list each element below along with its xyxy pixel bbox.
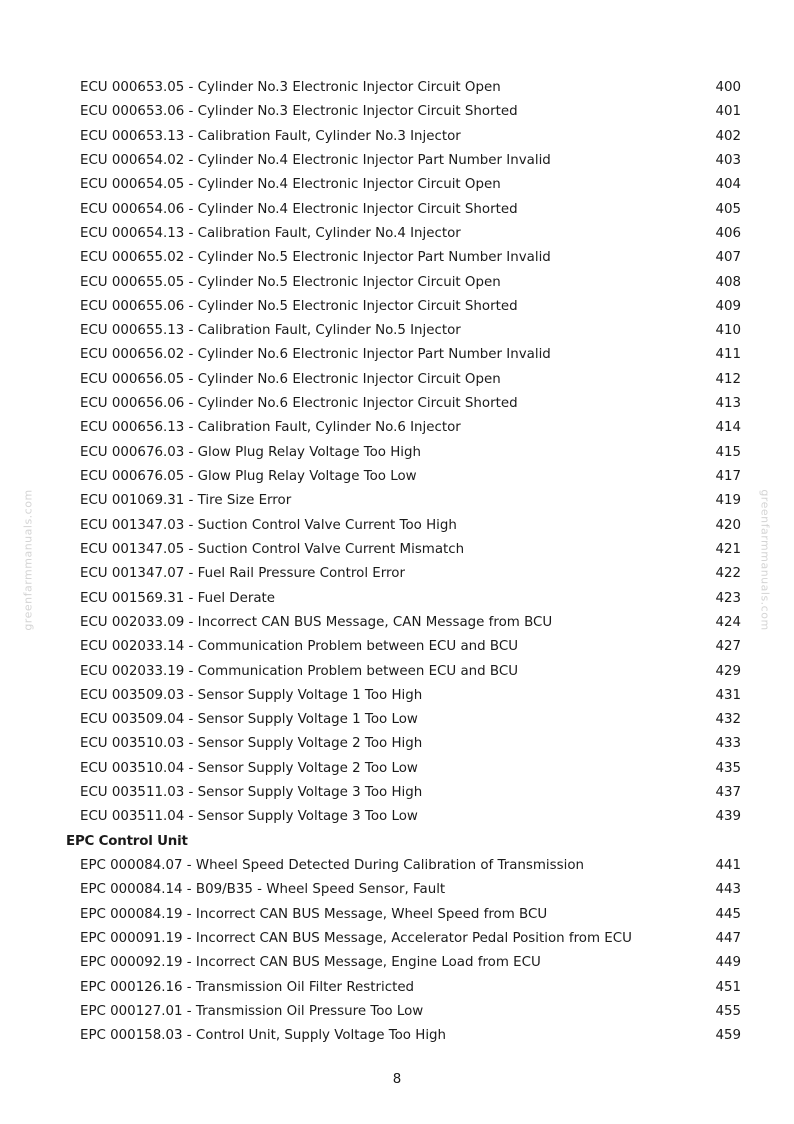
- toc-entry-page-number: 437: [715, 785, 741, 801]
- toc-entry-title: ECU 000653.06 - Cylinder No.3 Electronic Injector Circuit Shorted: [80, 104, 518, 120]
- toc-entry-title: ECU 000676.03 - Glow Plug Relay Voltage Too High: [80, 444, 422, 460]
- toc-entry-page-number: 415: [715, 444, 741, 460]
- watermark-left: greenfarmmanuals.com: [21, 489, 35, 631]
- toc-entry-page-number: 459: [715, 1028, 741, 1044]
- toc-entry[interactable]: [0, 1000, 794, 1024]
- toc-entry-title: ECU 000655.13 - Calibration Fault, Cylinder No.5 Injector: [80, 323, 461, 339]
- toc-entry-page-number: 455: [715, 1003, 741, 1019]
- toc-entry-page-number: 427: [715, 639, 741, 655]
- toc-entry-page-number: 408: [715, 274, 741, 290]
- toc-entry[interactable]: [0, 538, 794, 562]
- toc-entry[interactable]: [0, 441, 794, 465]
- toc-entry-title: ECU 003510.04 - Sensor Supply Voltage 2 Too Low: [80, 760, 418, 776]
- toc-entry[interactable]: [0, 951, 794, 975]
- toc-entry[interactable]: [0, 368, 794, 392]
- toc-entry-page-number: 424: [715, 614, 741, 630]
- toc-entry-page-number: 431: [715, 687, 741, 703]
- toc-entry-page-number: 414: [715, 420, 741, 436]
- toc-entry-page-number: 432: [715, 712, 741, 728]
- toc-entry[interactable]: [0, 927, 794, 951]
- toc-entry-page-number: 406: [715, 225, 741, 241]
- toc-entry[interactable]: [0, 222, 794, 246]
- toc-entry-title: EPC 000158.03 - Control Unit, Supply Voltage Too High: [80, 1028, 447, 1044]
- toc-entry-page-number: 441: [715, 858, 741, 873]
- toc-entry-title: ECU 002033.19 - Communication Problem between ECU and BCU: [80, 663, 519, 679]
- toc-entry-title: ECU 002033.14 - Communication Problem between ECU and BCU: [80, 639, 519, 655]
- toc-entry[interactable]: [0, 562, 794, 586]
- toc-entry[interactable]: [0, 465, 794, 489]
- toc-entry[interactable]: [0, 149, 794, 173]
- toc-entry-page-number: 417: [715, 469, 741, 484]
- toc-entry[interactable]: [0, 684, 794, 708]
- toc-entry[interactable]: [0, 587, 794, 611]
- toc-entry-title: EPC 000084.07 - Wheel Speed Detected During Calibration of Transmission: [80, 858, 585, 873]
- toc-entry-title: ECU 001569.31 - Fuel Derate: [80, 590, 276, 606]
- toc-entry[interactable]: [0, 757, 794, 781]
- toc-entry-page-number: 400: [715, 80, 741, 95]
- toc-entry[interactable]: [0, 489, 794, 513]
- toc-entry[interactable]: [0, 1024, 794, 1048]
- toc-entry-title: ECU 000656.02 - Cylinder No.6 Electronic Injector Part Number Invalid: [80, 347, 551, 363]
- toc-entry[interactable]: [0, 611, 794, 635]
- toc-entry-page-number: 447: [715, 930, 741, 946]
- watermark-right: greenfarmmanuals.com: [758, 489, 772, 631]
- toc-entry-page-number: 405: [715, 201, 741, 217]
- toc-entry[interactable]: [0, 392, 794, 416]
- table-of-contents: [0, 76, 794, 1049]
- toc-entry-title: EPC 000092.19 - Incorrect CAN BUS Message, Engine Load from ECU: [80, 955, 541, 971]
- toc-entry-page-number: 423: [715, 590, 741, 606]
- toc-entry-page-number: 449: [715, 955, 741, 971]
- toc-entry-page-number: 412: [715, 371, 741, 387]
- toc-entry[interactable]: [0, 100, 794, 124]
- toc-entry-title: ECU 003511.04 - Sensor Supply Voltage 3 Too Low: [80, 809, 418, 825]
- toc-entry-title: ECU 003509.04 - Sensor Supply Voltage 1 Too Low: [80, 712, 418, 728]
- toc-entry[interactable]: [0, 198, 794, 222]
- toc-entry[interactable]: [0, 732, 794, 756]
- toc-entry-page-number: 419: [715, 493, 741, 509]
- toc-entry-title: ECU 003511.03 - Sensor Supply Voltage 3 Too High: [80, 785, 423, 801]
- toc-entry-title: EPC 000084.14 - B09/B35 - Wheel Speed Sensor, Fault: [80, 882, 446, 898]
- toc-entry-page-number: 445: [715, 906, 741, 922]
- toc-entry-title: ECU 000655.05 - Cylinder No.5 Electronic Injector Circuit Open: [80, 274, 501, 290]
- toc-entry[interactable]: [0, 903, 794, 927]
- toc-entry-title: ECU 001347.07 - Fuel Rail Pressure Control Error: [80, 566, 405, 582]
- toc-entry[interactable]: [0, 976, 794, 1000]
- toc-entry[interactable]: [0, 125, 794, 149]
- toc-entry-page-number: 410: [715, 323, 741, 339]
- toc-entry[interactable]: [0, 708, 794, 732]
- toc-entry-page-number: 401: [715, 104, 741, 120]
- toc-entry-title: ECU 000676.05 - Glow Plug Relay Voltage Too Low: [80, 469, 417, 484]
- toc-entry-title: ECU 000653.13 - Calibration Fault, Cylinder No.3 Injector: [80, 128, 461, 144]
- page-number: 8: [392, 1072, 402, 1087]
- toc-entry[interactable]: [0, 271, 794, 295]
- toc-entry-page-number: 404: [715, 177, 741, 193]
- toc-entry-page-number: 433: [715, 736, 741, 752]
- toc-entry[interactable]: [0, 343, 794, 367]
- toc-entry-title: ECU 000655.06 - Cylinder No.5 Electronic Injector Circuit Shorted: [80, 298, 518, 314]
- toc-entry[interactable]: [0, 76, 794, 100]
- toc-entry[interactable]: [0, 416, 794, 440]
- toc-entry-title: ECU 001347.03 - Suction Control Valve Current Too High: [80, 517, 457, 533]
- toc-entry-page-number: 411: [715, 347, 741, 363]
- toc-entry-page-number: 429: [715, 663, 741, 679]
- toc-entry-title: ECU 001347.05 - Suction Control Valve Current Mismatch: [80, 541, 465, 557]
- toc-entry-title: ECU 000654.05 - Cylinder No.4 Electronic Injector Circuit Open: [80, 177, 501, 193]
- toc-entry-title: ECU 000656.06 - Cylinder No.6 Electronic Injector Circuit Shorted: [80, 396, 518, 412]
- toc-entry-page-number: 409: [715, 298, 741, 314]
- toc-entry[interactable]: [0, 805, 794, 829]
- toc-entry-page-number: 403: [715, 152, 741, 168]
- toc-entry-title: ECU 000654.06 - Cylinder No.4 Electronic Injector Circuit Shorted: [80, 201, 518, 217]
- toc-entry[interactable]: [0, 854, 794, 878]
- toc-entry-page-number: 443: [715, 882, 741, 898]
- toc-entry-page-number: 420: [715, 517, 741, 533]
- toc-entry-page-number: 407: [715, 250, 741, 266]
- toc-entry[interactable]: [0, 514, 794, 538]
- toc-entry[interactable]: [0, 781, 794, 805]
- toc-entry-page-number: 413: [715, 396, 741, 412]
- toc-entry-title: ECU 003510.03 - Sensor Supply Voltage 2 Too High: [80, 736, 423, 752]
- toc-entry-page-number: 421: [715, 541, 741, 557]
- toc-entry-title: ECU 000655.02 - Cylinder No.5 Electronic Injector Part Number Invalid: [80, 250, 551, 266]
- toc-entry[interactable]: [0, 878, 794, 902]
- toc-entry-page-number: 422: [715, 566, 741, 582]
- toc-entry[interactable]: [0, 660, 794, 684]
- toc-entry-title: EPC 000091.19 - Incorrect CAN BUS Message, Accelerator Pedal Position from ECU: [80, 930, 632, 946]
- toc-entry[interactable]: [0, 319, 794, 343]
- toc-entry-title: EPC 000126.16 - Transmission Oil Filter Restricted: [80, 979, 415, 995]
- toc-entry-title: ECU 000656.05 - Cylinder No.6 Electronic Injector Circuit Open: [80, 371, 501, 387]
- section-title: EPC Control Unit: [66, 833, 188, 849]
- toc-entry[interactable]: [0, 295, 794, 319]
- toc-entry-title: ECU 000654.02 - Cylinder No.4 Electronic Injector Part Number Invalid: [80, 152, 551, 168]
- toc-entry-title: EPC 000127.01 - Transmission Oil Pressure Too Low: [80, 1003, 424, 1019]
- toc-entry-page-number: 402: [715, 128, 741, 144]
- toc-entry-title: ECU 002033.09 - Incorrect CAN BUS Message, CAN Message from BCU: [80, 614, 553, 630]
- toc-entry-title: ECU 000653.05 - Cylinder No.3 Electronic Injector Circuit Open: [80, 80, 501, 95]
- toc-entry[interactable]: [0, 246, 794, 270]
- toc-section-heading[interactable]: [0, 830, 794, 854]
- toc-entry-title: ECU 000654.13 - Calibration Fault, Cylinder No.4 Injector: [80, 225, 461, 241]
- toc-entry-page-number: 451: [715, 979, 741, 995]
- toc-entry-page-number: 439: [715, 809, 741, 825]
- toc-entry-title: ECU 000656.13 - Calibration Fault, Cylinder No.6 Injector: [80, 420, 461, 436]
- toc-entry[interactable]: [0, 173, 794, 197]
- toc-entry[interactable]: [0, 635, 794, 659]
- toc-entry-title: ECU 001069.31 - Tire Size Error: [80, 493, 292, 509]
- toc-entry-title: EPC 000084.19 - Incorrect CAN BUS Message, Wheel Speed from BCU: [80, 906, 548, 922]
- toc-entry-title: ECU 003509.03 - Sensor Supply Voltage 1 Too High: [80, 687, 423, 703]
- toc-entry-page-number: 435: [715, 760, 741, 776]
